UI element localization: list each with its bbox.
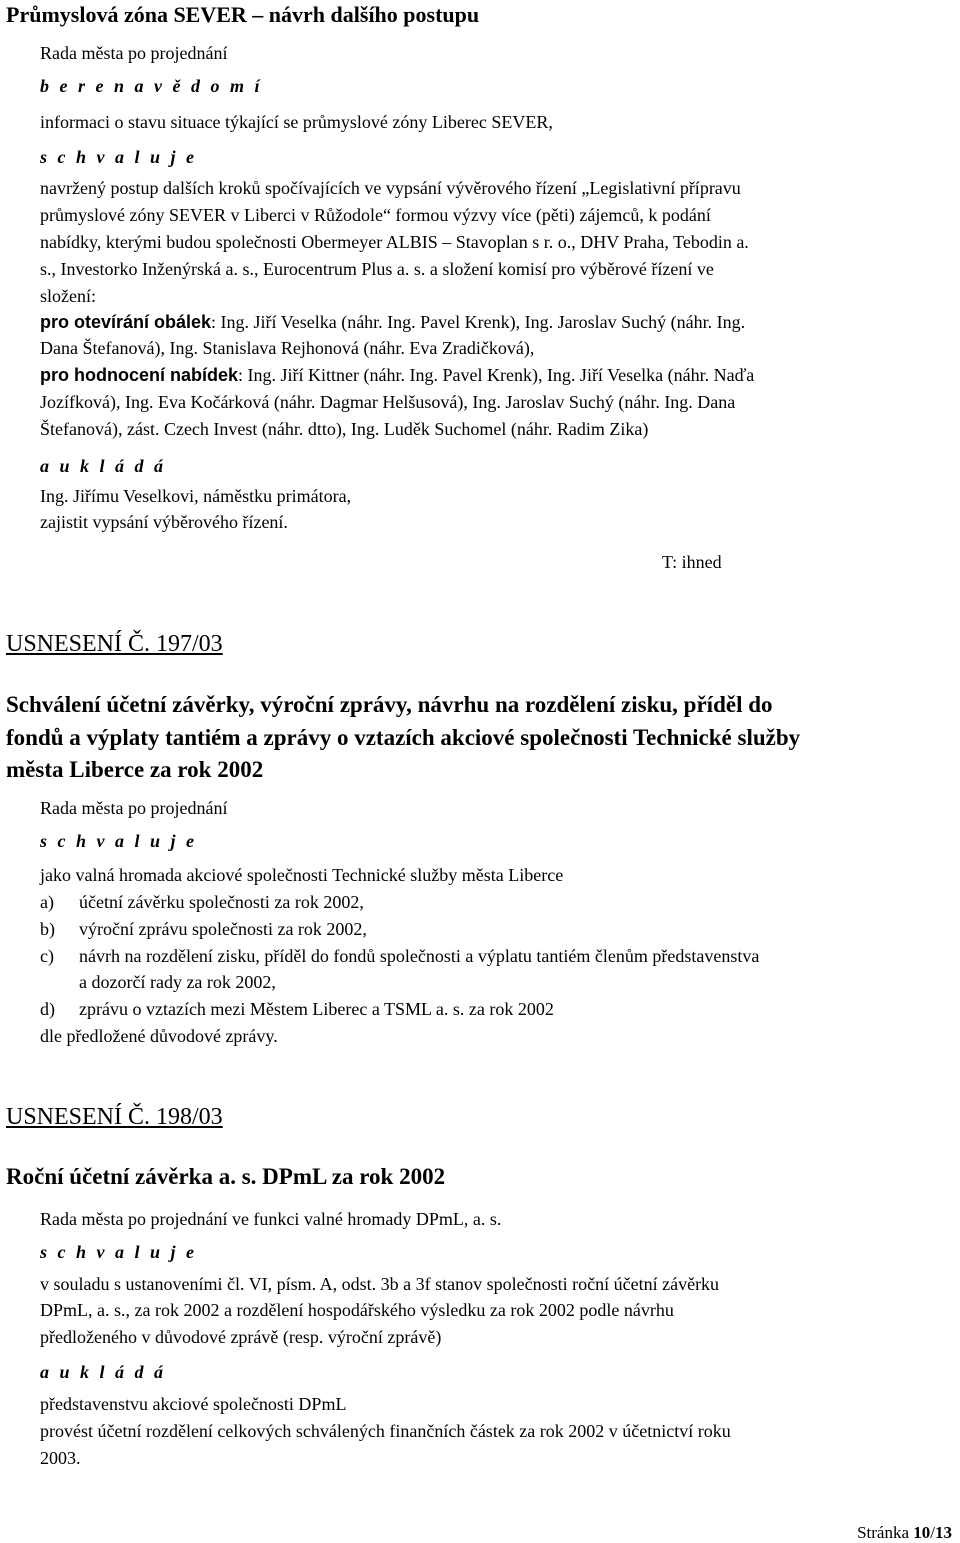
keyword-schvaluje: s c h v a l u j e: [40, 1242, 197, 1262]
page-prefix: Stránka: [857, 1523, 914, 1542]
list-item-text: účetní závěrku společnosti za rok 2002,: [79, 892, 364, 912]
commission-opening-members: : Ing. Jiří Veselka (náhr. Ing. Pavel Krenk), Ing. Jaroslav Suchý (náhr. Ing.: [211, 312, 746, 332]
body-line: složení:: [40, 286, 96, 306]
body-line: v souladu s ustanoveními čl. VI, písm. A, odst. 3b a 3f stanov společnosti roční účetní závěrku: [40, 1274, 720, 1294]
list-item-letter: a): [40, 892, 54, 912]
commission-evaluation-label: pro hodnocení nabídek: [40, 365, 239, 385]
intro-text: Rada města po projednání ve funkci valné hromady DPmL, a. s.: [40, 1209, 502, 1229]
page-separator: /: [930, 1523, 935, 1542]
intro-text: Rada města po projednání: [40, 798, 228, 818]
list-item-text: výroční zprávu společnosti za rok 2002,: [79, 919, 367, 939]
keyword-uklada: a u k l á d á: [40, 456, 167, 476]
page-current: 10: [913, 1523, 931, 1542]
keyword-uklada: a u k l á d á: [40, 1362, 167, 1382]
resolution-number: USNESENÍ Č. 198/03: [6, 1104, 223, 1130]
resolution-title-line: Schválení účetní závěrky, výroční zprávy, návrhu na rozdělení zisku, příděl do: [6, 692, 773, 717]
body-line: Dana Štefanová), Ing. Stanislava Rejhonová (náhr. Eva Zradičková),: [40, 338, 535, 358]
list-item-text: zprávu o vztazích mezi Městem Liberec a TSML a. s. za rok 2002: [79, 999, 554, 1019]
resolution-number: USNESENÍ Č. 197/03: [6, 631, 223, 657]
list-item-letter: b): [40, 919, 55, 939]
commission-opening-label: pro otevírání obálek: [40, 312, 212, 332]
body-line: Jozífková), Ing. Eva Kočárková (náhr. Dagmar Helšusová), Ing. Jaroslav Suchý (náhr. Ing. Dana: [40, 392, 736, 412]
commission-evaluation-line: [40, 364, 754, 386]
list-item-letter: d): [40, 999, 55, 1019]
page-number: [857, 1523, 952, 1543]
list-item-letter: c): [40, 946, 54, 966]
section-title: Průmyslová zóna SEVER – návrh dalšího postupu: [6, 2, 480, 27]
body-line: předloženého v důvodové zprávě (resp. výroční zprávě): [40, 1327, 442, 1347]
keyword-bere-na-vedomi: b e r e n a v ě d o m í: [40, 76, 263, 96]
body-line: s., Investorko Inženýrská a. s., Eurocentrum Plus a. s. a složení komisí pro výběrové řízení ve: [40, 259, 714, 279]
uklada-text: Ing. Jiřímu Veselkovi, náměstku primátora,: [40, 486, 352, 506]
commission-opening-line: [40, 311, 745, 333]
body-line: nabídky, kterými budou společnosti Obermeyer ALBIS – Stavoplan s r. o., DHV Praha, Tebodin a.: [40, 232, 749, 252]
body-line: DPmL, a. s., za rok 2002 a rozdělení hospodářského výsledku za rok 2002 podle návrhu: [40, 1300, 674, 1320]
deadline: T: ihned: [662, 552, 722, 572]
uklada-text: provést účetní rozdělení celkových schválených finančních částek za rok 2002 v účetnictví roku: [40, 1421, 731, 1441]
keyword-schvaluje: s c h v a l u j e: [40, 147, 197, 167]
commission-evaluation-members: : Ing. Jiří Kittner (náhr. Ing. Pavel Krenk), Ing. Jiří Veselka (náhr. Naďa: [238, 365, 755, 385]
uklada-text: zajistit vypsání výběrového řízení.: [40, 512, 288, 532]
resolution-title: Roční účetní závěrka a. s. DPmL za rok 2002: [6, 1164, 446, 1189]
bere-text: informaci o stavu situace týkající se průmyslové zóny Liberec SEVER,: [40, 112, 553, 132]
list-item-text: a dozorčí rady za rok 2002,: [79, 972, 276, 992]
body-line: Štefanová), zást. Czech Invest (náhr. dtto), Ing. Luděk Suchomel (náhr. Radim Zika): [40, 419, 649, 439]
resolution-title-line: fondů a výplaty tantiém a zprávy o vztazích akciové společnosti Technické služby: [6, 725, 801, 750]
uklada-text: 2003.: [40, 1448, 81, 1468]
page-total: 13: [935, 1523, 952, 1542]
body-line: navržený postup dalších kroků spočívajících ve vypsání vývěrového řízení „Legislativní přípravu: [40, 178, 741, 198]
intro-text: Rada města po projednání: [40, 43, 228, 63]
keyword-schvaluje: s c h v a l u j e: [40, 831, 197, 851]
resolution-title-line: města Liberce za rok 2002: [6, 757, 264, 782]
body-line: průmyslové zóny SEVER v Liberci v Růžodole“ formou výzvy více (pěti) zájemců, k podání: [40, 205, 711, 225]
uklada-text: představenstvu akciové společnosti DPmL: [40, 1394, 347, 1414]
list-item-text: návrh na rozdělení zisku, příděl do fondů společnosti a výplatu tantiém členům představenstva: [79, 946, 760, 966]
closing-text: dle předložené důvodové zprávy.: [40, 1026, 278, 1046]
lead-text: jako valná hromada akciové společnosti Technické služby města Liberce: [40, 865, 564, 885]
